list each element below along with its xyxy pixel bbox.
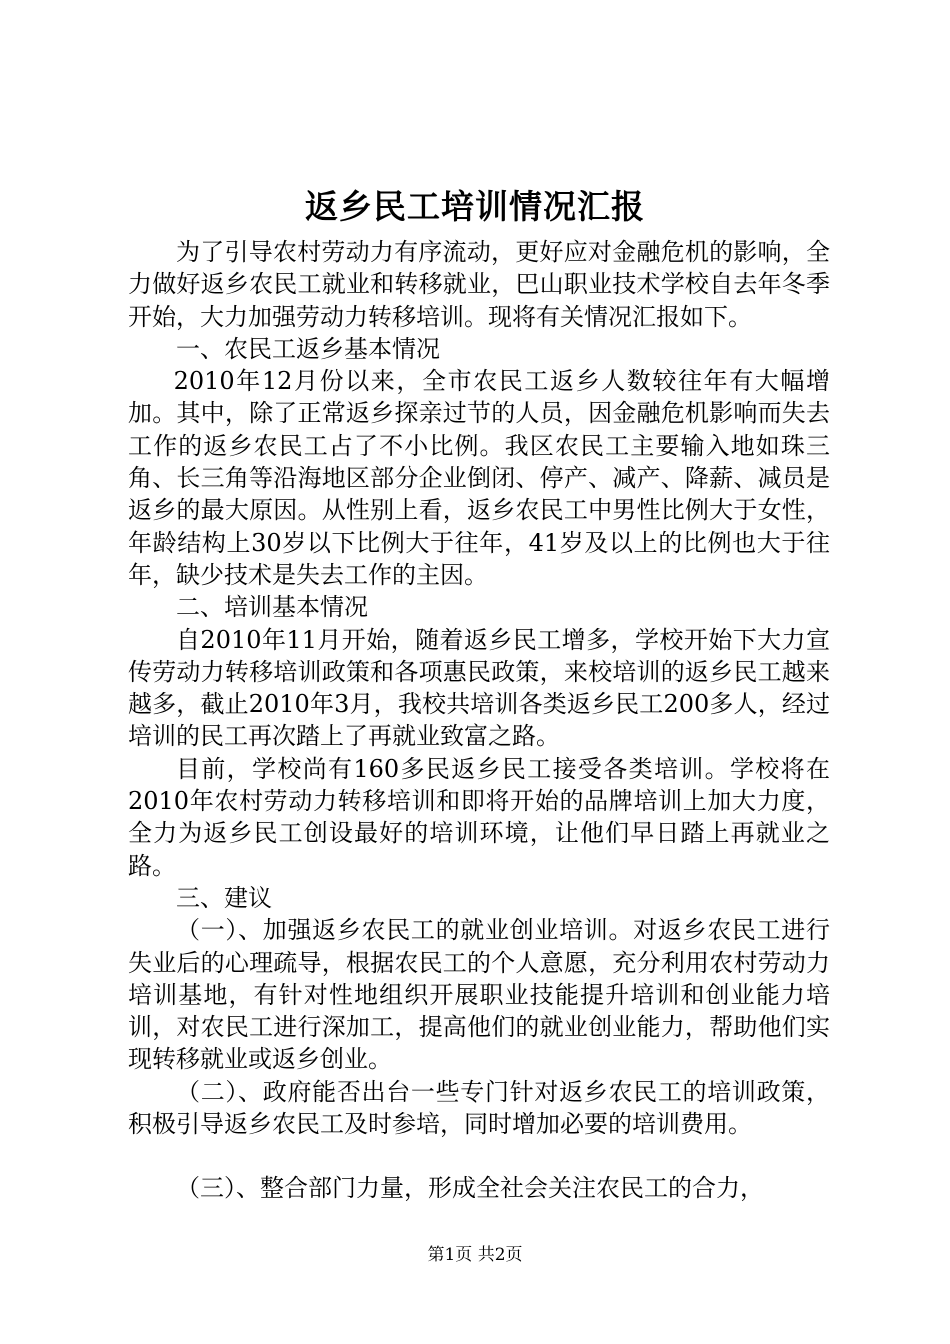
section-heading-3: 三、建议: [176, 883, 272, 912]
suggestion-1: （一）、加强返乡农民工的就业创业培训。对返乡农民工进行失业后的心理疏导，根据农民工的个人意愿，充分利用农村劳动力培训基地，有针对性地组织开展职业技能提升培训和创业能力培训，对农民工进行深加工，提高他们的就业创业能力，帮助他们实现转移就业或返乡创业。: [128, 916, 830, 1074]
paragraph-return-situation: 2010年12月份以来，全市农民工返乡人数较往年有大幅增加。其中，除了正常返乡探亲过节的人员，因金融危机影响而失去工作的返乡农民工占了不小比例。我区农民工主要输入地如珠三角、长三角等沿海地区部分企业倒闭、停产、减产、降薪、减员是返乡的最大原因。从性别上看，返乡农民工中男性比例大于女性，年龄结构上30岁以下比例大于往年，41岁及以上的比例也大于往年，缺少技术是失去工作的主因。: [128, 367, 830, 589]
section-heading-2: 二、培训基本情况: [176, 593, 368, 622]
suggestion-3: （三）、整合部门力量，形成全社会关注农民工的合力，: [176, 1174, 764, 1203]
paragraph-training-situation: 自2010年11月开始，随着返乡民工增多，学校开始下大力宣传劳动力转移培训政策和各项惠民政策，来校培训的返乡民工越来越多，截止2010年3月，我校共培训各类返乡民工200多人，经过培训的民工再次踏上了再就业致富之路。: [128, 625, 830, 751]
document-body: [128, 236, 830, 1205]
suggestion-2: （二）、政府能否出台一些专门针对返乡农民工的培训政策，积极引导返乡农民工及时参培，同时增加必要的培训费用。: [128, 1077, 830, 1139]
document-title: 返乡民工培训情况汇报: [305, 187, 645, 226]
page-number: 第1页 共2页: [427, 1245, 523, 1265]
section-heading-1: 一、农民工返乡基本情况: [176, 334, 440, 363]
intro-paragraph: 为了引导农村劳动力有序流动，更好应对金融危机的影响，全力做好返乡农民工就业和转移就业，巴山职业技术学校自去年冬季开始，大力加强劳动力转移培训。现将有关情况汇报如下。: [128, 238, 830, 331]
paragraph-current-status: 目前，学校尚有160多民返乡民工接受各类培训。学校将在2010年农村劳动力转移培训和即将开始的品牌培训上加大力度，全力为返乡民工创设最好的培训环境，让他们早日踏上再就业之路。: [128, 754, 830, 880]
